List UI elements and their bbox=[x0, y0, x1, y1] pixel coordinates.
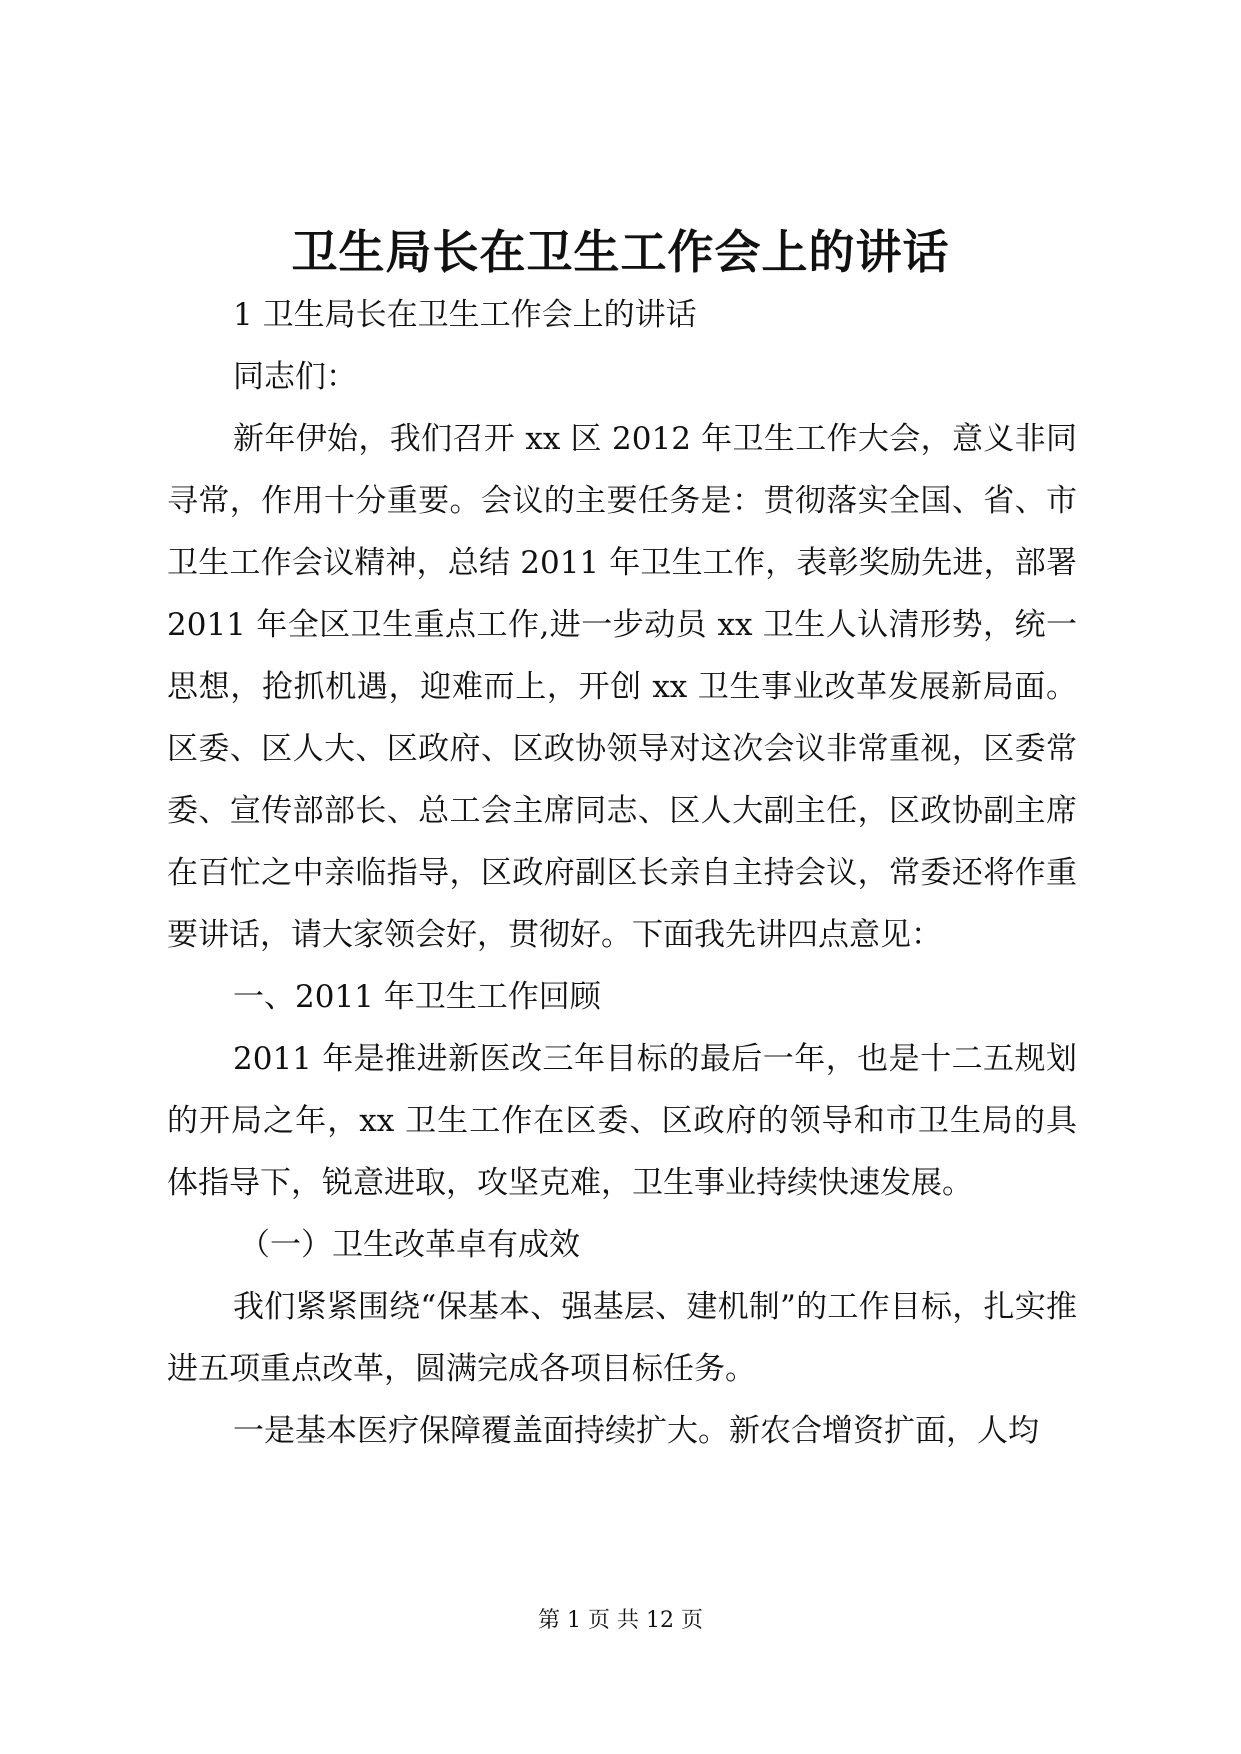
subsection-heading: （一）卫生改革卓有成效 bbox=[239, 1227, 580, 1263]
document-title: 卫生局长在卫生工作会上的讲话 bbox=[291, 225, 950, 279]
body-paragraph: 我们紧紧围绕“保基本、强基层、建机制”的工作目标，扎实推进五项重点改革，圆满完成各项目标任务。 bbox=[167, 1289, 1077, 1387]
page-footer: 第 1 页 共 12 页 bbox=[538, 1608, 703, 1633]
section-heading: 一、2011 年卫生工作回顾 bbox=[233, 979, 601, 1015]
body-paragraph: 新年伊始，我们召开 xx 区 2012 年卫生工作大会，意义非同寻常，作用十分重要。会议的主要任务是：贯彻落实全国、省、市卫生工作会议精神，总结 2011 年卫生工作，表彰奖励先进，部署2011 年全区卫生重点工作,进一步动员 xx 卫生人认清形势，统一思想，抢抓机遇，迎难而上，开创 xx 卫生事业改革发展新局面。区委、区人大、区政府、区政协领导对这次会议非常重视，区委常委、宣传部部长、总工会主席同志、区人大副主任，区政协副主席在百忙之中亲临指导，区政府副区长亲自主持会议，常委还将作重要讲话，请大家领会好，贯彻好。下面我先讲四点意见： bbox=[167, 421, 1077, 953]
body-paragraph: 一是基本医疗保障覆盖面持续扩大。新农合增资扩面，人均 bbox=[233, 1413, 1039, 1449]
subtitle-paragraph: 1 卫生局长在卫生工作会上的讲话 bbox=[233, 297, 697, 333]
salutation-paragraph: 同志们： bbox=[233, 359, 357, 395]
body-paragraph: 2011 年是推进新医改三年目标的最后一年，也是十二五规划的开局之年，xx 卫生工作在区委、区政府的领导和市卫生局的具体指导下，锐意进取，攻坚克难，卫生事业持续快速发展。 bbox=[167, 1041, 1077, 1201]
document-body bbox=[167, 284, 1077, 1462]
